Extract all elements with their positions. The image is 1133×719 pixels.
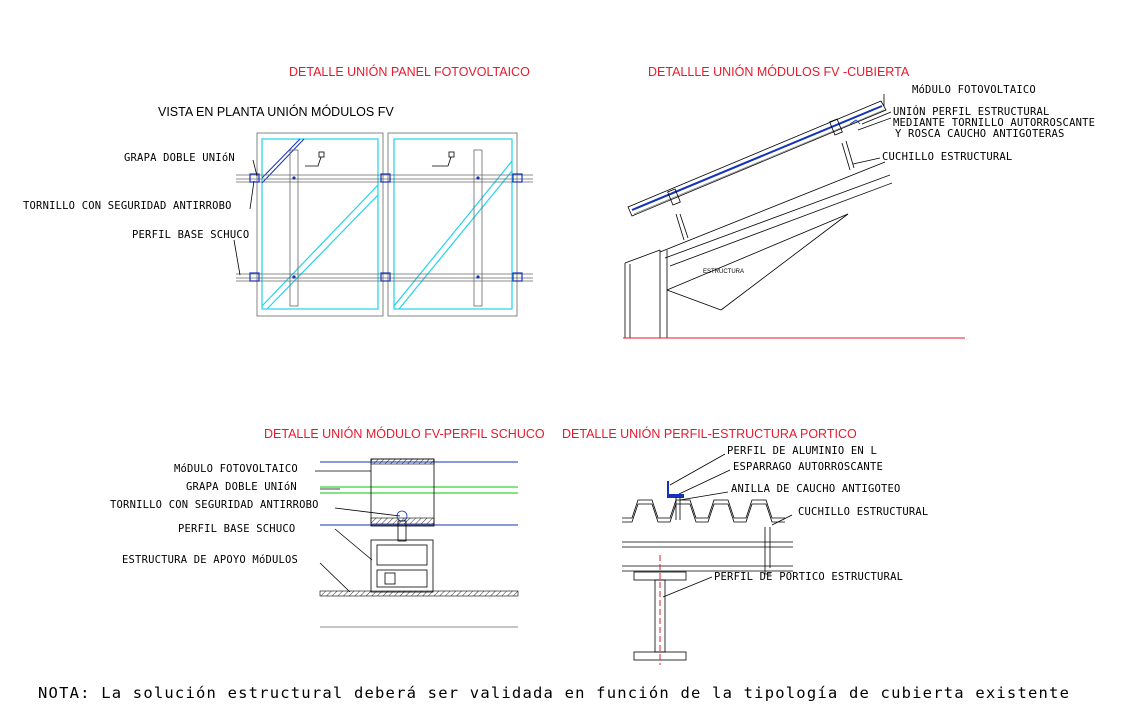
plan-label-tornillo: TORNILLO CON SEGURIDAD ANTIRROBO xyxy=(23,200,232,212)
plan-view-drawing xyxy=(23,104,533,316)
portico-label-cuchillo: CUCHILLO ESTRUCTURAL xyxy=(798,506,929,518)
schuco-label-estructura: ESTRUCTURA DE APOYO MóDULOS xyxy=(122,554,299,566)
portico-detail-drawing xyxy=(622,445,928,665)
schuco-label-grapa: GRAPA DOBLE UNIóN xyxy=(186,481,297,493)
cubierta-label-union3: Y ROSCA CAUCHO ANTIGOTERAS xyxy=(895,128,1065,140)
cubierta-label-estructura: ESTRUCTURA xyxy=(703,269,745,275)
portico-label-perfil: PERFIL DE PORTICO ESTRUCTURAL xyxy=(714,571,904,583)
cubierta-label-union1: UNIÓN PERFIL ESTRUCTURAL xyxy=(893,106,1050,118)
footer-note: NOTA: La solución estructural deberá ser validada en función de la tipología de cubierta existente xyxy=(38,684,1071,702)
portico-label-aluminio: PERFIL DE ALUMINIO EN L xyxy=(727,445,877,457)
schuco-label-perfil: PERFIL BASE SCHUCO xyxy=(178,523,296,535)
portico-label-anilla: ANILLA DE CAUCHO ANTIGOTEO xyxy=(731,483,901,495)
schuco-label-tornillo: TORNILLO CON SEGURIDAD ANTIRROBO xyxy=(110,499,319,511)
plan-label-perfil: PERFIL BASE SCHUCO xyxy=(132,229,250,241)
plan-label-grapa: GRAPA DOBLE UNIóN xyxy=(124,152,235,164)
schuco-detail-drawing xyxy=(110,459,518,627)
schuco-label-modulo: MóDULO FOTOVOLTAICO xyxy=(174,463,298,475)
cubierta-label-union2: MEDIANTE TORNILLO AUTORROSCANTE xyxy=(893,117,1096,129)
title-panel: DETALLE UNIÓN PANEL FOTOVOLTAICO xyxy=(289,65,530,79)
cubierta-label-modulo: MóDULO FOTOVOLTAICO xyxy=(912,84,1036,96)
cubierta-detail-drawing xyxy=(623,84,1095,338)
title-cubierta: DETALLLE UNIÓN MÓDULOS FV -CUBIERTA xyxy=(648,65,910,79)
portico-label-esparrago: ESPARRAGO AUTORROSCANTE xyxy=(733,461,883,473)
title-portico: DETALLE UNIÓN PERFIL-ESTRUCTURA PORTICO xyxy=(562,427,857,441)
title-schuco: DETALLE UNIÓN MÓDULO FV-PERFIL SCHUCO xyxy=(264,427,545,441)
plan-subtitle: VISTA EN PLANTA UNIÓN MÓDULOS FV xyxy=(158,105,394,119)
cubierta-label-cuchillo: CUCHILLO ESTRUCTURAL xyxy=(882,151,1013,163)
